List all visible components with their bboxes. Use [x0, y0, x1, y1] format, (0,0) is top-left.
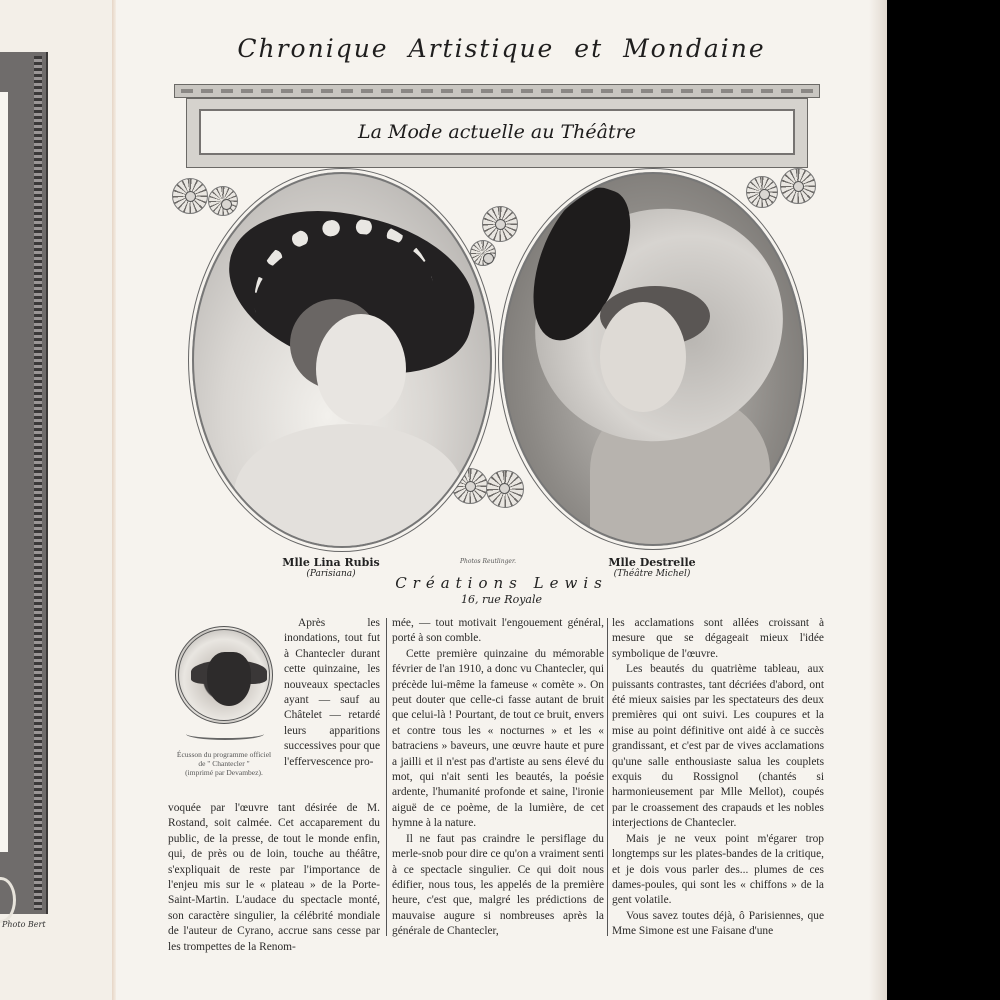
- paragraph: mée, — tout motivait l'engouement général, porté à son comble.: [392, 617, 604, 645]
- title-banner-panel: [199, 109, 795, 155]
- caption-name: Mlle Lina Rubis: [282, 556, 380, 569]
- garland-ornament: [181, 89, 813, 93]
- section-title: Chronique Artistique et Mondaine: [237, 34, 766, 63]
- flower-ornament-icon: [172, 178, 208, 214]
- paragraph: Cette première quinzaine du mémorable février de l'an 1910, a donc vu Chantecler, qui précède lui-même la fameuse « comète ». On peut douter que celle-ci fasse autant de bruit que celui-là ! Pourtant, de tout ce bruit, envers et contre tous les « nocturnes » et les « batraciens » baveurs, une œuvre haute et pure a jailli et il n'est pas d'artiste au sens élevé du mot, qui n'ait senti les beautés, la poésie ardente, l'humanité profonde et saine, l'ironie aiguë de ce poème, de la lumière, de cet hymne à la nature.: [392, 647, 604, 830]
- left-picture-frame: [0, 52, 48, 914]
- portrait-face: [316, 314, 406, 424]
- paragraph: voquée par l'œuvre tant désirée de M. Rostand, soit calmée. Cet accaparement du public, de la presse, de tout le monde enfin, qui, de près ou de loin, touche au théâtre, s'expliquait de reste par l'importance de l'enjeu mis sur le « plateau » de la Porte-Saint-Martin. L'audace du spectacle monté, son caractère singulier, la célébrité mondiale de l'auteur de Cyrano, accrue sans cesse par les trompettes de la Renom-: [168, 802, 380, 953]
- portrait-face: [600, 302, 686, 412]
- emblem-caption-line: (imprimé par Devambez).: [185, 768, 263, 777]
- portrait-lina-rubis: [192, 172, 492, 548]
- emblem-caption-line: de " Chantecler ": [198, 759, 250, 768]
- banner-cornice: [174, 84, 820, 98]
- flower-ornament-icon: [482, 206, 518, 242]
- paragraph: les acclamations sont allées croissant à mesure que se dégageait mieux l'idée symbolique de l'œuvre.: [612, 617, 824, 660]
- left-picture-panel: [0, 92, 8, 852]
- magazine-page: [116, 0, 887, 1000]
- flower-ornament-icon: [746, 176, 778, 208]
- article-title: La Mode actuelle au Théâtre: [358, 121, 636, 143]
- caption-theatre: (Parisiana): [306, 569, 356, 579]
- page-edge-shade: [869, 0, 887, 1000]
- caption-name: Mlle Destrelle: [608, 556, 696, 569]
- caption-theatre: (Théâtre Michel): [613, 569, 691, 579]
- flower-ornament-icon: [486, 470, 524, 508]
- photo-credit: Photos Reutlinger.: [460, 558, 517, 565]
- frame-molding: [34, 56, 42, 910]
- article-column-3: [612, 616, 824, 940]
- flower-ornament-icon: [780, 168, 816, 204]
- paragraph: Il ne faut pas craindre le persiflage du merle-snob pour dire ce qu'on a vraiment senti à ce spectacle singulier. Ce qui doit nous édifier, nous tous, les appelés de la première heure, c'est que, malgré les prédictions de mauvaise augure si nombreuses après la générale de Chantecler,: [392, 832, 604, 938]
- emblem-caption-line: Écusson du programme officiel: [176, 750, 272, 759]
- paragraph: Vous savez toutes déjà, ô Parisiennes, que Mme Simone est une Faisane d'une: [612, 909, 824, 938]
- flower-ornament-icon: [470, 240, 496, 266]
- column-1-beside-emblem: [284, 616, 380, 801]
- paragraph: Les beautés du quatrième tableau, aux puissants contrastes, tant décriées d'abord, ont été mieux saisies par les spectateurs des deux premières qui ont suivi. Les coupures et la mise au point définitive ont aidé à ce succès grandissant, et c'est par de vives acclamations qu'une salle enthousiaste salua les couplets exquis du Rossignol (chantés si harmonieusement par Mlle Mellot), coupés par le croassement des crapauds et les nobles interjections de Chantecler.: [612, 663, 824, 830]
- creation-address: 16, rue Royale: [460, 593, 543, 606]
- paragraph: Après les inondations, tout fut à Chantecler durant cette quinzaine, les nouveaux spectacles ayant — sauf au Châtelet — retardé leurs apparitions successives pour que l'effervescence pro-: [284, 617, 380, 768]
- title-banner: [186, 98, 808, 168]
- left-facing-page: [0, 0, 113, 1000]
- creation-credit: Créations Lewis: [395, 574, 608, 592]
- left-photo-credit: Photo Bert: [2, 920, 46, 929]
- column-divider: [607, 618, 608, 936]
- flower-ornament-icon: [208, 186, 238, 216]
- column-divider: [386, 618, 387, 936]
- article-column-2: [392, 616, 604, 940]
- portrait-destrelle: [502, 172, 804, 546]
- paragraph: Mais je ne veux point m'égarer trop longtemps sur les plates-bandes de la critique, et je dois vous parler des... plumes de ces dames-poules, qui sont les « chiffons » de la gent volatile.: [612, 832, 824, 907]
- portrait-shoulders: [234, 424, 464, 548]
- frame-ornament-ring: [0, 877, 16, 923]
- article-column-1: [168, 616, 380, 955]
